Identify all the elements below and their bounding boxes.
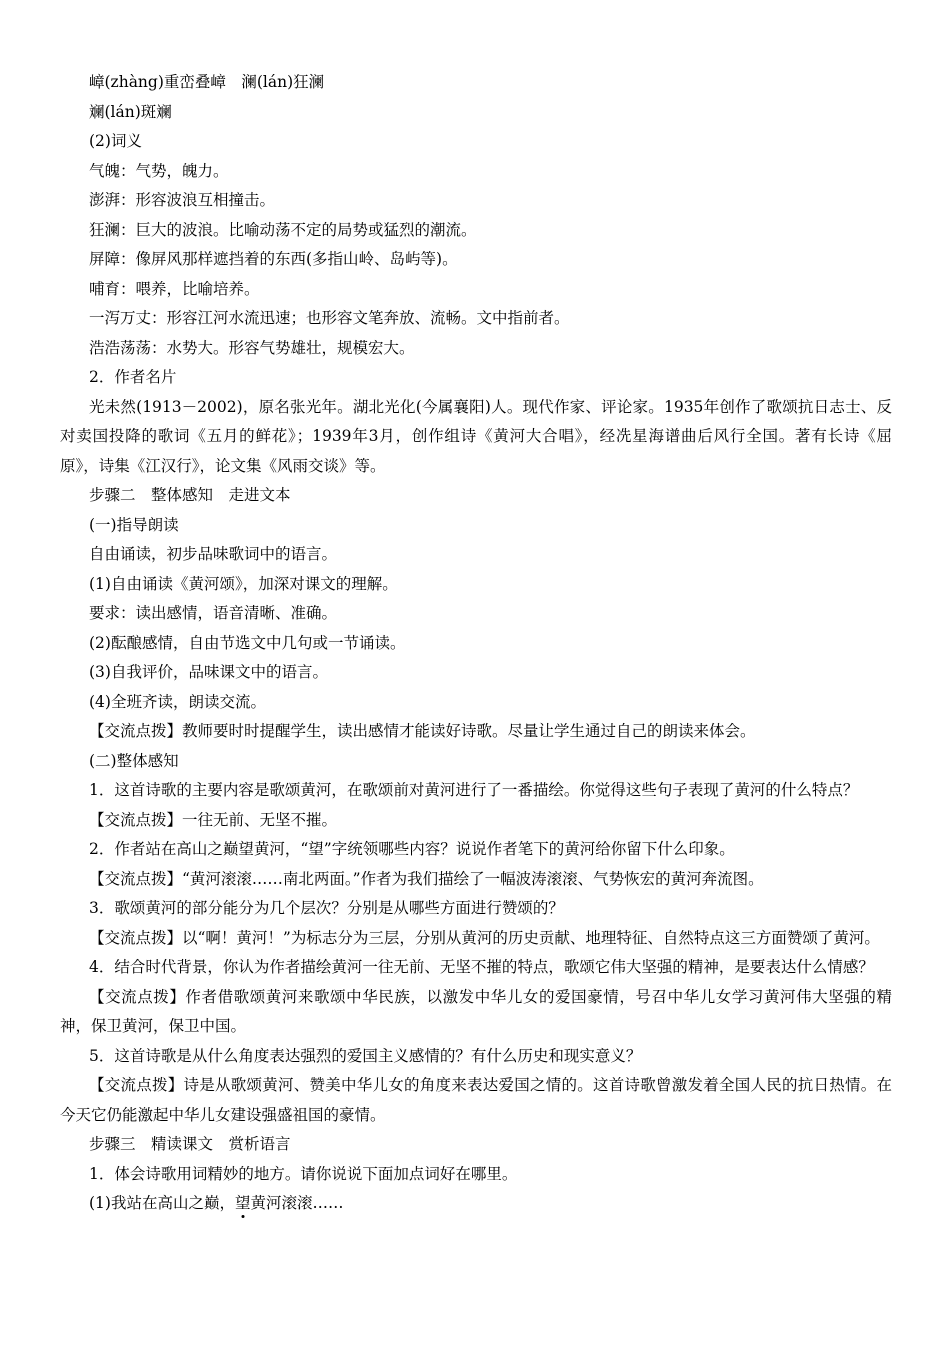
example-sentence-part-2: 黄河滚滚…… xyxy=(250,1194,344,1212)
emphasized-word-text: 望 xyxy=(234,1194,251,1212)
close-reading-task: 1．体会诗歌用词精妙的地方。请你说说下面加点词好在哪里。 xyxy=(89,1164,518,1183)
emphasis-dot xyxy=(241,1215,244,1218)
reading-step-3: (3)自我评价，品味课文中的语言。 xyxy=(89,663,328,681)
answer-1: 【交流点拨】一往无前、无坚不摧。 xyxy=(89,810,338,829)
answer-3: 【交流点拨】以“啊！黄河！”为标志分为三层，分别从黄河的历史贡献、地理特征、自然特点这三方面赞颂了黄河。 xyxy=(89,928,880,947)
pronunciation-line-2: 斓(lán)斑斓 xyxy=(89,102,172,121)
teaching-tip-1: 【交流点拨】教师要时时提醒学生，读出感情才能读好诗歌。尽量让学生通过自己的朗读来体会。 xyxy=(89,722,756,740)
author-bio-paragraph: 光未然(1913－2002)，原名张光年。湖北光化(今属襄阳)人。现代作家、评论家。1935年创作了歌颂抗日志士、反对卖国投降的歌词《五月的鲜花》；1939年3月，创作组诗《黄河大合唱》，经冼星海谱曲后风行全国。著有长诗《屈原》，诗集《江汉行》，论文集《风雨交谈》等。 xyxy=(60,397,892,475)
section-heading-author: 2．作者名片 xyxy=(89,368,177,386)
definition-haohaodangdang: 浩浩荡荡：水势大。形容气势雄壮，规模宏大。 xyxy=(89,338,415,357)
question-3: 3．歌颂黄河的部分能分为几个层次？分别是从哪些方面进行赞颂的？ xyxy=(89,899,564,917)
answer-5: 【交流点拨】诗是从歌颂黄河、赞美中华儿女的角度来表达爱国之情的。这首诗歌曾激发着全国人民的抗日热情。在今天它仍能激起中华儿女建设强盛祖国的豪情。 xyxy=(60,1076,892,1124)
pronunciation-line-1: 嶂(zhàng)重峦叠嶂 澜(lán)狂澜 xyxy=(89,73,325,91)
definition-pengpai: 澎湃：形容波浪互相撞击。 xyxy=(89,191,276,209)
definition-buyu: 哺育：喂养，比喻培养。 xyxy=(89,279,260,298)
question-5: 5．这首诗歌是从什么角度表达强烈的爱国主义感情的？有什么历史和现实意义？ xyxy=(89,1046,642,1065)
question-1: 1．这首诗歌的主要内容是歌颂黄河，在歌颂前对黄河进行了一番描绘。你觉得这些句子表现了黄河的什么特点？ xyxy=(89,781,859,799)
section-heading-word-meaning: (2)词义 xyxy=(89,132,142,150)
subheading-guided-reading: (一)指导朗读 xyxy=(89,515,179,534)
definition-yixiewanzhang: 一泻万丈：形容江河水流迅速；也形容文笔奔放、流畅。文中指前者。 xyxy=(89,309,570,327)
document-page xyxy=(60,68,892,1219)
reading-requirement: 要求：读出感情，语音清晰、准确。 xyxy=(89,604,338,622)
example-sentence-part-1: (1)我站在高山之巅， xyxy=(89,1194,235,1212)
step-three-heading: 步骤三 精读课文 赏析语言 xyxy=(89,1135,291,1153)
step-two-heading: 步骤二 整体感知 走进文本 xyxy=(89,486,291,504)
definition-kuanglan: 狂澜：巨大的波浪。比喻动荡不定的局势或猛烈的潮流。 xyxy=(89,220,477,239)
subheading-overall-perception: (二)整体感知 xyxy=(89,751,179,770)
answer-2: 【交流点拨】“黄河滚滚……南北两面。”作者为我们描绘了一幅波涛滚滚、气势恢宏的黄河奔流图。 xyxy=(89,869,764,888)
answer-4: 【交流点拨】作者借歌颂黄河来歌颂中华民族，以激发中华儿女的爱国豪情，号召中华儿女学习黄河伟大坚强的精神，保卫黄河，保卫中国。 xyxy=(60,987,892,1035)
reading-step-2: (2)酝酿感情，自由节选文中几句或一节诵读。 xyxy=(89,633,406,652)
reading-step-1: (1)自由诵读《黄河颂》，加深对课文的理解。 xyxy=(89,574,398,593)
definition-qipo: 气魄：气势，魄力。 xyxy=(89,161,229,180)
emphasized-word xyxy=(235,1194,251,1212)
reading-instruction: 自由诵读，初步品味歌词中的语言。 xyxy=(89,545,338,563)
reading-step-4: (4)全班齐读，朗读交流。 xyxy=(89,692,266,711)
definition-pingzhang: 屏障：像屏风那样遮挡着的东西(多指山岭、岛屿等)。 xyxy=(89,250,458,268)
example-sentence-1 xyxy=(60,1189,892,1219)
question-2: 2．作者站在高山之巅望黄河，“望”字统领哪些内容？说说作者笔下的黄河给你留下什么印象。 xyxy=(89,840,735,858)
question-4: 4．结合时代背景，你认为作者描绘黄河一往无前、无坚不摧的特点，歌颂它伟大坚强的精神，是要表达什么情感？ xyxy=(89,958,874,976)
